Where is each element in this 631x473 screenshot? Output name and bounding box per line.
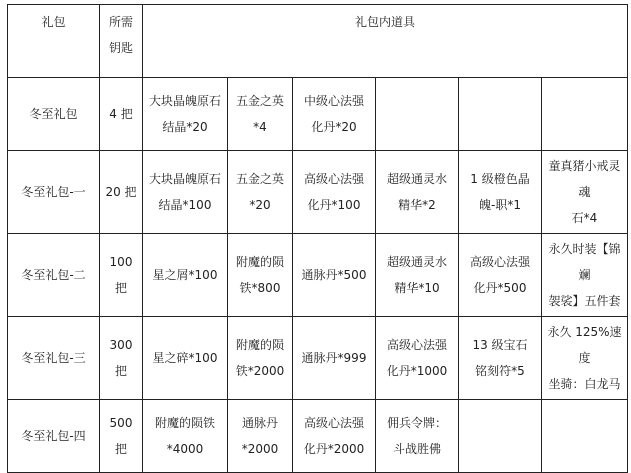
item-cell: 童真猪小戒灵魂 石*4 <box>542 151 628 234</box>
table-row <box>8 400 628 473</box>
package-name: 冬至礼包-一 <box>8 151 100 234</box>
table-row <box>8 317 628 400</box>
header-package: 礼包 <box>8 5 100 78</box>
item-cell: 永久 125%速度 坐骑：白龙马 <box>542 317 628 400</box>
item-cell: 高级心法强 化丹*100 <box>293 151 376 234</box>
package-name: 冬至礼包-三 <box>8 317 100 400</box>
item-cell: 1 级橙色晶 魄-职*1 <box>459 151 542 234</box>
item-cell <box>542 78 628 151</box>
header-items: 礼包内道具 <box>143 5 628 78</box>
item-cell: 佣兵令牌： 斗战胜佛 <box>376 400 459 473</box>
item-cell: 附魔的陨 铁*2000 <box>228 317 293 400</box>
key-count: 500 把 <box>100 400 143 473</box>
key-count: 20 把 <box>100 151 143 234</box>
item-cell: 13 级宝石 铭刻符*5 <box>459 317 542 400</box>
table-row <box>8 78 628 151</box>
table-row <box>8 234 628 317</box>
item-cell: 星之屑*100 <box>143 234 228 317</box>
item-cell: 高级心法强 化丹*2000 <box>293 400 376 473</box>
gift-package-table <box>7 4 628 473</box>
item-cell: 附魔的陨铁 *4000 <box>143 400 228 473</box>
table-row <box>8 151 628 234</box>
item-cell: 通脉丹*999 <box>293 317 376 400</box>
item-cell: 高级心法强 化丹*500 <box>459 234 542 317</box>
item-cell: 附魔的陨 铁*800 <box>228 234 293 317</box>
package-name: 冬至礼包-二 <box>8 234 100 317</box>
item-cell: 超级通灵水 精华*2 <box>376 151 459 234</box>
item-cell: 大块晶魄原石 结晶*20 <box>143 78 228 151</box>
item-cell <box>459 78 542 151</box>
item-cell: 通脉丹*500 <box>293 234 376 317</box>
item-cell <box>376 78 459 151</box>
item-cell: 五金之英 *4 <box>228 78 293 151</box>
item-cell: 星之碎*100 <box>143 317 228 400</box>
table-header-row <box>8 5 628 78</box>
package-name: 冬至礼包-四 <box>8 400 100 473</box>
item-cell: 中级心法强 化丹*20 <box>293 78 376 151</box>
key-count: 4 把 <box>100 78 143 151</box>
item-cell <box>542 400 628 473</box>
key-count: 300 把 <box>100 317 143 400</box>
key-count: 100 把 <box>100 234 143 317</box>
item-cell: 通脉丹 *2000 <box>228 400 293 473</box>
package-name: 冬至礼包 <box>8 78 100 151</box>
item-cell: 五金之英 *20 <box>228 151 293 234</box>
item-cell: 大块晶魄原石 结晶*100 <box>143 151 228 234</box>
item-cell <box>459 400 542 473</box>
header-key: 所需 钥匙 <box>100 5 143 78</box>
item-cell: 永久时装【锦斓 袈裟】五件套 <box>542 234 628 317</box>
item-cell: 超级通灵水 精华*10 <box>376 234 459 317</box>
item-cell: 高级心法强 化丹*1000 <box>376 317 459 400</box>
